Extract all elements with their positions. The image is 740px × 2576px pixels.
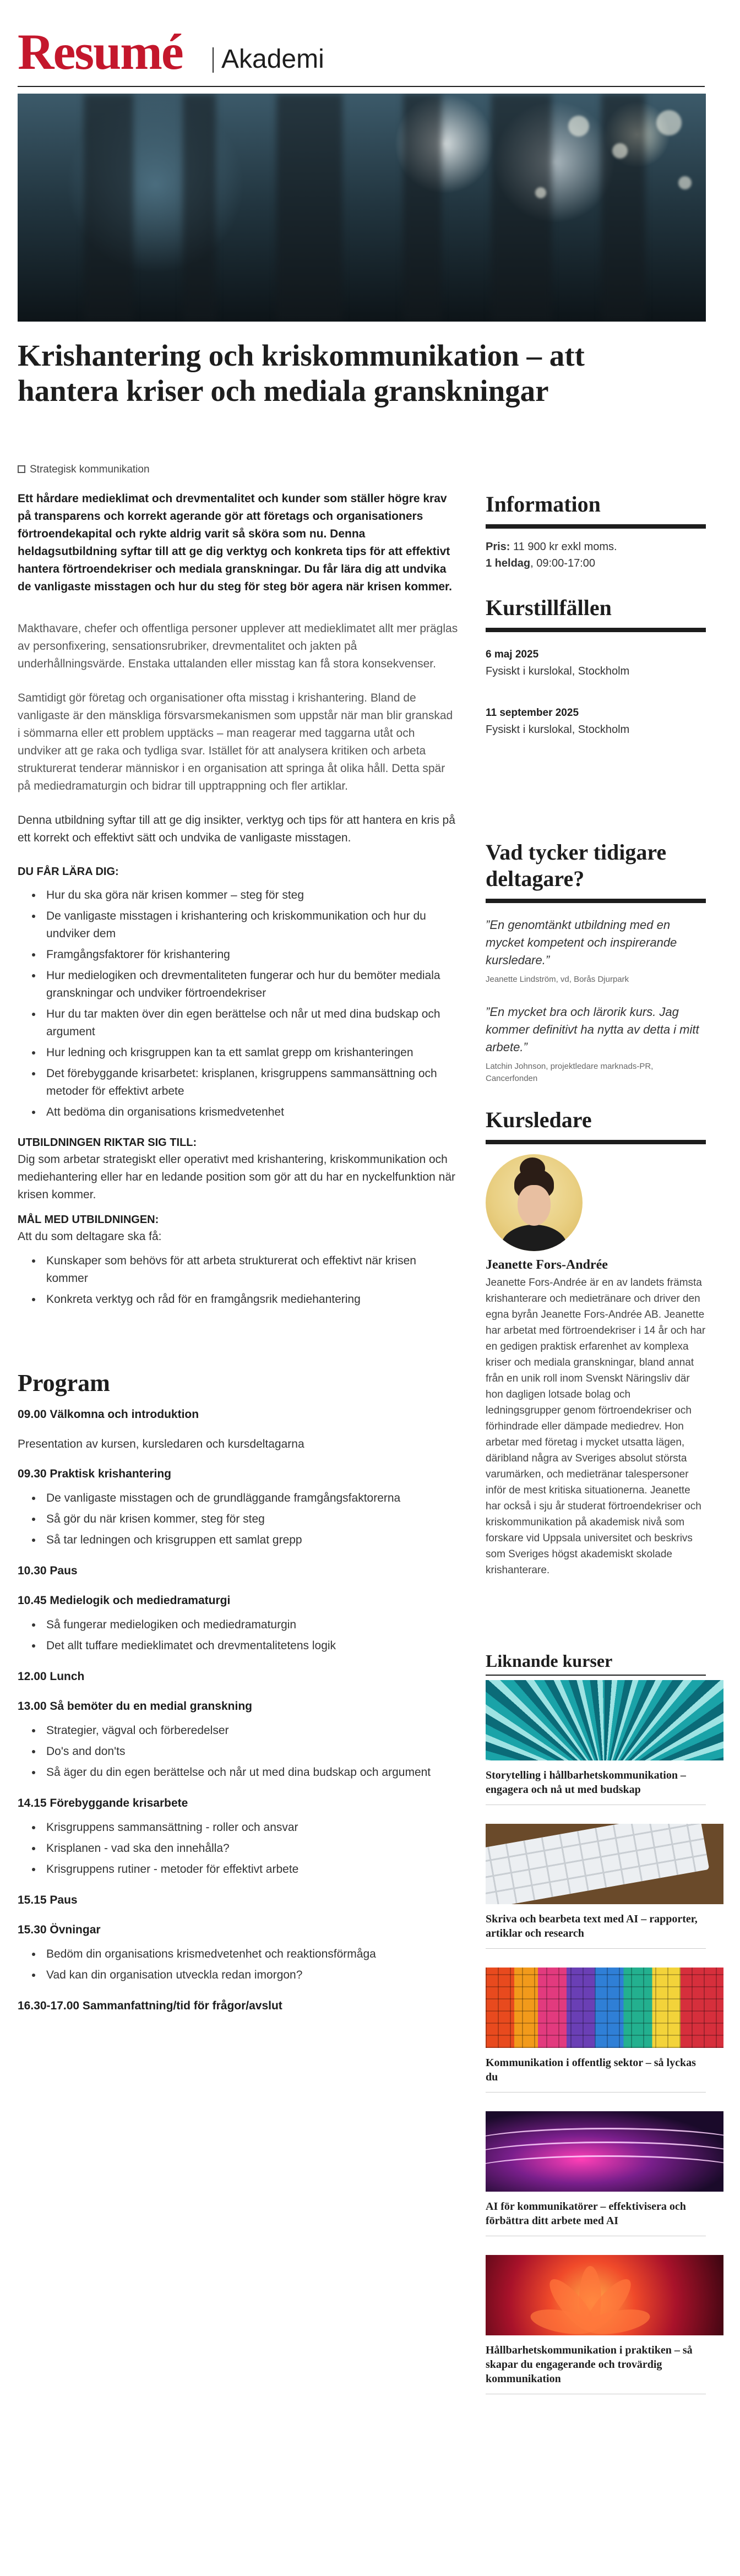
- list-item: De vanligaste misstagen och de grundläggande framgångsfaktorerna: [18, 1490, 458, 1507]
- course-title[interactable]: Hållbarhetskommunikation i praktiken – så skapar du engagerande och trovärdig kommunikation: [486, 2344, 693, 2385]
- avatar: [486, 1154, 583, 1251]
- list-item: Hur du tar makten över din egen berättelse och når ut med dina budskap och argument: [18, 1006, 458, 1041]
- list-item: Att bedöma din organisations krismedvetenhet: [18, 1104, 458, 1121]
- site-header: [18, 22, 705, 87]
- duration-line: [486, 555, 706, 572]
- list-item: Hur du ska göra när krisen kommer – steg för steg: [18, 887, 458, 904]
- divider: [486, 1675, 706, 1676]
- list-item: Krisplanen - vad ska den innehålla?: [18, 1840, 458, 1857]
- duration-value: , 09:00-17:00: [530, 557, 596, 569]
- course-image[interactable]: [486, 1680, 723, 1760]
- review: [486, 1003, 706, 1085]
- hero-image: [18, 94, 706, 322]
- program-time: 13.00 Så bemöter du en medial granskning: [18, 1700, 252, 1713]
- similar-course-card[interactable]: [486, 2111, 706, 2236]
- program-time: 15.15 Paus: [18, 1894, 78, 1906]
- program-time: 15.30 Övningar: [18, 1923, 101, 1936]
- course-title[interactable]: Kommunikation i offentlig sektor – så lyckas du: [486, 2057, 696, 2083]
- program-time: 09.00 Välkomna och introduktion: [18, 1408, 199, 1421]
- divider: [486, 628, 706, 632]
- logo-akademi[interactable]: Akademi: [221, 45, 324, 74]
- review-author: Latchin Johnson, projektledare marknads-PR, Cancerfonden: [486, 1062, 654, 1083]
- list-item: Strategier, vägval och förberedelser: [18, 1722, 458, 1740]
- list-item: Så fungerar medielogiken och mediedramaturgin: [18, 1616, 458, 1634]
- list-item: Vad kan din organisation utveckla redan imorgon?: [18, 1966, 458, 1984]
- program-time: 10.30 Paus: [18, 1564, 78, 1577]
- divider: [486, 1140, 706, 1144]
- price-value: 11 900 kr exkl moms.: [513, 541, 617, 553]
- list-item: Konkreta verktyg och råd för en framgångsrik mediehantering: [18, 1291, 458, 1308]
- list-item: Hur ledning och krisgruppen kan ta ett samlat grepp om krishanteringen: [18, 1044, 458, 1062]
- sidebar: [486, 490, 706, 2413]
- reviews-heading: Vad tycker tidigare deltagare?: [486, 840, 667, 891]
- list-item: Så gör du när krisen kommer, steg för steg: [18, 1510, 458, 1528]
- course-image[interactable]: [486, 1824, 723, 1904]
- category-icon: [18, 465, 25, 473]
- list-item: De vanligaste misstagen i krishantering och kriskommunikation och hur du undviker dem: [18, 907, 458, 943]
- sessions-heading: Kurstillfällen: [486, 595, 612, 620]
- similar-course-card[interactable]: [486, 1824, 706, 1949]
- program-list: [18, 1616, 458, 1655]
- main-content: [18, 490, 458, 2015]
- list-item: Kunskaper som behövs för att arbeta strukturerat och effektivt när krisen kommer: [18, 1252, 458, 1287]
- program-list: [18, 1819, 458, 1878]
- logo-divider: [213, 47, 214, 73]
- session-date: 6 maj 2025: [486, 649, 539, 660]
- session-place: Fysiskt i kurslokal, Stockholm: [486, 665, 630, 677]
- info-heading: Information: [486, 492, 601, 517]
- body-paragraph: Denna utbildning syftar till att ge dig insikter, verktyg och tips för att hantera en kris på ett korrekt och effektivt sätt och undvika de vanligaste misstagen.: [18, 814, 455, 844]
- duration-label: 1 heldag: [486, 557, 531, 569]
- lead-paragraph: Ett hårdare medieklimat och drevmentalitet och kunder som ställer högre krav på transparens och korrekt agerande gör att företags och organisationers förtroendekapital och rykte aldrig varit så sköra som nu. Denna heldagsutbildning syftar till att ge dig verktyg och konkreta tips för att effektivt hantera förtroendekriser och mediala granskningar. Du får lära dig att undvika de vanligaste misstagen och hur du steg för steg bör agera när krisen kommer.: [18, 492, 452, 593]
- course-title[interactable]: Storytelling i hållbarhetskommunikation – engagera och nå ut med budskap: [486, 1769, 686, 1796]
- list-item: Framgångsfaktorer för krishantering: [18, 946, 458, 964]
- list-item: Hur medielogiken och drevmentaliteten fungerar och hur du bemöter mediala granskningar och undviker förtroendekriser: [18, 967, 458, 1002]
- divider: [486, 1948, 706, 1949]
- list-item: Do's and don'ts: [18, 1743, 458, 1760]
- program-time: 12.00 Lunch: [18, 1670, 85, 1683]
- list-item: Bedöm din organisations krismedvetenhet och reaktionsförmåga: [18, 1945, 458, 1963]
- divider: [486, 899, 706, 903]
- goal-list: [18, 1252, 458, 1308]
- session-date: 11 september 2025: [486, 707, 579, 719]
- list-item: Krisgruppens rutiner - metoder för effektivt arbete: [18, 1861, 458, 1878]
- course-title[interactable]: AI för kommunikatörer – effektivisera och förbättra ditt arbete med AI: [486, 2200, 686, 2227]
- body-paragraph: Samtidigt gör företag och organisationer ofta misstag i krishantering. Bland de vanligaste är den mänskliga försvarsmekanismen som uppstår när man blir granskad i sömmarna eller ett problem upptäcks – man reagerar med taggarna utåt och undviker att ge raka och tydliga svar. Istället för att analysera kritiken och arbeta strukturerat tenderar människor i en organisation att springa åt olika håll. Detta spär på mediedramaturgin och bidrar till upptrappning och fler artiklar.: [18, 692, 453, 792]
- program-time: 10.45 Medielogik och mediedramaturgi: [18, 1594, 231, 1607]
- category-label[interactable]: Strategisk kommunikation: [30, 464, 150, 475]
- target-heading: UTBILDNINGEN RIKTAR SIG TILL:: [18, 1137, 197, 1149]
- review-author: Jeanette Lindström, vd, Borås Djurpark: [486, 975, 629, 984]
- list-item: Så äger du din egen berättelse och når ut med dina budskap och argument: [18, 1764, 458, 1781]
- price-line: [486, 539, 706, 555]
- logo-resume[interactable]: Resumé: [18, 24, 183, 80]
- program-list: [18, 1945, 458, 1984]
- price-label: Pris:: [486, 541, 510, 553]
- category-tag[interactable]: [18, 464, 150, 476]
- page-title: Krishantering och kriskommunikation – att hantera kriser och mediala granskningar: [18, 339, 585, 407]
- program-time: 16.30-17.00 Sammanfattning/tid för frågor/avslut: [18, 1999, 282, 2012]
- learn-list: [18, 887, 458, 1121]
- session-item[interactable]: [486, 646, 706, 680]
- session-item[interactable]: [486, 705, 706, 738]
- session-place: Fysiskt i kurslokal, Stockholm: [486, 724, 630, 736]
- body-paragraph: Makthavare, chefer och offentliga personer upplever att medieklimatet allt mer präglas av personfixering, sensationsrubriker, drevmentalitet och jakten på underhållningsvärde. Enstaka uttalanden eller misstag kan få stora konsekvenser.: [18, 622, 458, 670]
- leader-heading: Kursledare: [486, 1107, 592, 1132]
- divider: [486, 524, 706, 529]
- list-item: Krisgruppens sammansättning - roller och ansvar: [18, 1819, 458, 1836]
- leader-bio: Jeanette Fors-Andrée är en av landets främsta krishanterare och medietränare och driver den egna byrån Jeanette Fors-Andrée AB. Jeanette har arbetat med förtroendekriser i 14 år och har en gedigen praktisk erfarenhet av komplexa kriser och mediala granskningar, bland annat från en unik roll inom Svenskt Näringsliv där hon dagligen lotsade bolag och ledningsgrupper genom förtroendekriser och förhindrade eller dämpade mediedrev. Hon arbetar med företag i mycket utsatta lägen, däribland några av Sveriges absolut största varumärken, och medietränar talespersoner inför de mest kritiska situationerna. Jeanette har också i sju år studerat förtroendekriser och kriskommunikation på akademisk nivå som forskare vid Uppsala universitet och beskrivs som Sveriges högst akademiskt skolade krishanterare.: [486, 1277, 706, 1576]
- program-time: 14.15 Förebyggande krisarbete: [18, 1797, 188, 1809]
- similar-heading: Liknande kurser: [486, 1651, 613, 1671]
- list-item: Det förebyggande krisarbetet: krisplanen, krisgruppens sammansättning och metoder för effektivt arbete: [18, 1065, 458, 1100]
- list-item: Så tar ledningen och krisgruppen ett samlat grepp: [18, 1531, 458, 1549]
- program-note: Presentation av kursen, kursledaren och kursdeltagarna: [18, 1438, 304, 1450]
- program-heading: Program: [18, 1369, 110, 1396]
- program-time: 09.30 Praktisk krishantering: [18, 1468, 171, 1480]
- program-list: [18, 1490, 458, 1549]
- review-quote: ”En mycket bra och lärorik kurs. Jag kommer definitivt ha nytta av detta i mitt arbete.”: [486, 1005, 699, 1054]
- similar-course-card[interactable]: [486, 1968, 706, 2093]
- goal-text: Att du som deltagare ska få:: [18, 1230, 162, 1243]
- program-list: [18, 1722, 458, 1781]
- review-quote: ”En genomtänkt utbildning med en mycket kompetent och inspirerande kursledare.”: [486, 918, 677, 967]
- review: [486, 916, 706, 986]
- similar-course-card[interactable]: [486, 1680, 706, 1805]
- course-image[interactable]: [486, 1968, 723, 2048]
- leader-name: Jeanette Fors-Andrée: [486, 1258, 608, 1272]
- learn-heading: DU FÅR LÄRA DIG:: [18, 866, 119, 878]
- goal-heading: MÅL MED UTBILDNINGEN:: [18, 1214, 159, 1226]
- course-image[interactable]: [486, 2255, 723, 2335]
- list-item: Det allt tuffare medieklimatet och drevmentalitetens logik: [18, 1637, 458, 1655]
- target-text: Dig som arbetar strategiskt eller operativt med krishantering, kriskommunikation och mediehantering eller har en ledande position som gör att du har en nyckelfunktion när krisen kommer.: [18, 1153, 455, 1201]
- course-title[interactable]: Skriva och bearbeta text med AI – rapporter, artiklar och research: [486, 1913, 698, 1939]
- course-image[interactable]: [486, 2111, 723, 2192]
- similar-course-card[interactable]: [486, 2255, 706, 2394]
- divider: [486, 2092, 706, 2093]
